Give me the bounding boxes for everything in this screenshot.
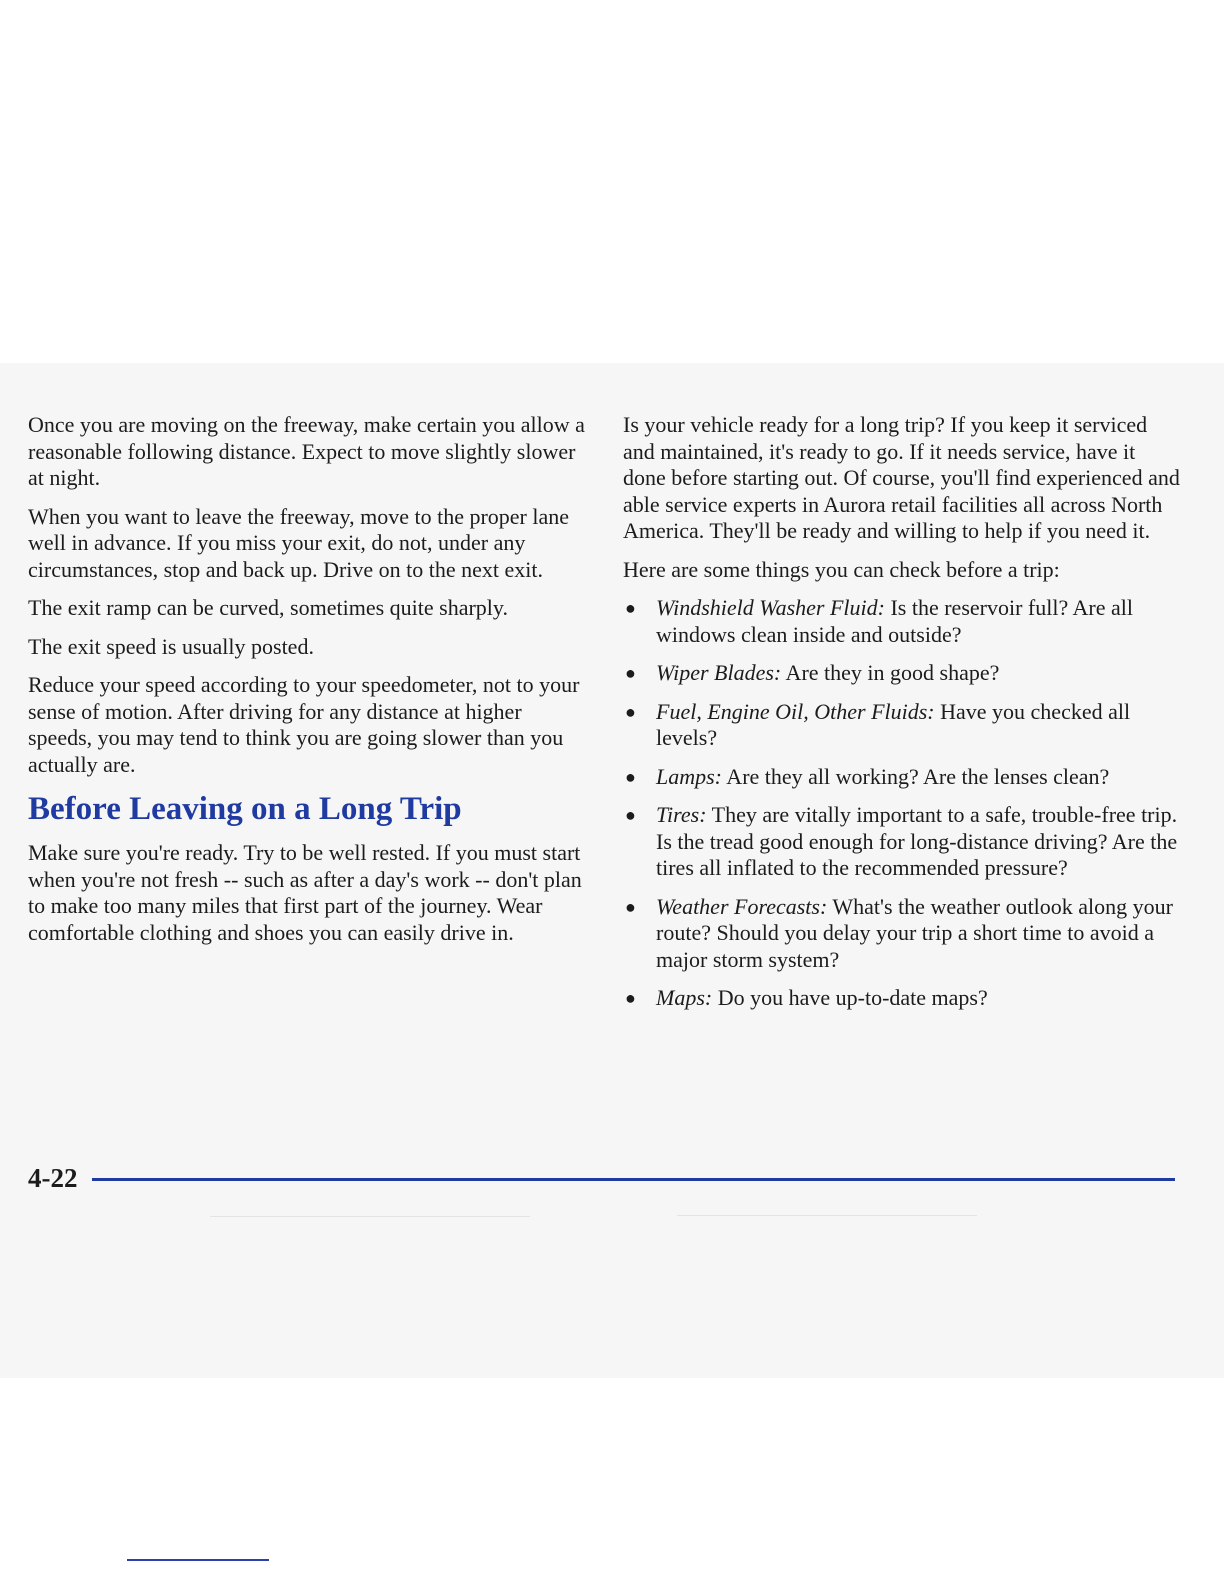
list-item	[623, 894, 1183, 974]
list-item	[623, 985, 1183, 1012]
paragraph-be-ready: Make sure you're ready. Try to be well rested. If you must start when you're not fresh -- such as after a day's work -- don't plan to make too many miles that first part of the journey. Wear comfortable clothing and shoes you can easily drive in.	[28, 840, 582, 945]
list-item-text: Do you have up-to-date maps?	[712, 985, 988, 1010]
section-heading: Before Leaving on a Long Trip	[28, 791, 462, 827]
faint-divider-right	[677, 1215, 977, 1216]
trip-checklist	[623, 595, 1183, 1012]
bullet-icon: ●	[625, 896, 636, 917]
list-item	[623, 699, 1183, 752]
list-item-term: Windshield Washer Fluid:	[656, 595, 885, 620]
page-footer	[28, 1163, 1175, 1193]
list-item-text: Are they all working? Are the lenses clean?	[722, 763, 1110, 789]
list-item-term: Weather Forecasts:	[656, 893, 828, 919]
bullet-icon: ●	[625, 701, 636, 722]
list-item	[623, 802, 1183, 882]
paragraph-leaving-freeway: When you want to leave the freeway, move to the proper lane well in advance. If you miss your exit, do not, under any circumstances, stop and back up. Drive on to the next exit.	[28, 503, 570, 582]
list-item-text: Are they in good shape?	[781, 660, 1000, 685]
list-item-term: Tires:	[656, 802, 707, 827]
list-item	[623, 764, 1183, 791]
bullet-icon: ●	[625, 598, 636, 618]
list-item-term: Wiper Blades:	[656, 660, 782, 685]
paragraph-exit-speed: The exit speed is usually posted.	[28, 633, 314, 659]
list-item-text: What's the weather outlook along your route? Should you delay your trip a short time to avoid a major storm system?	[656, 893, 1173, 972]
list-item-text: Have you checked all levels?	[656, 698, 1131, 750]
bullet-icon: ●	[625, 988, 636, 1008]
list-item-term: Lamps:	[656, 763, 723, 789]
bullet-icon: ●	[625, 766, 636, 787]
paragraph-reduce-speed: Reduce your speed according to your speedometer, not to your sense of motion. After driving for any distance at higher speeds, you may tend to think you are going slower than you actually are.	[28, 672, 580, 777]
paragraph-exit-ramp: The exit ramp can be curved, sometimes quite sharply.	[28, 595, 508, 620]
list-item-term: Maps:	[656, 985, 713, 1010]
list-item-text: They are vitally important to a safe, trouble-free trip. Is the tread good enough for long-distance driving? Are the tires all inflated to the recommended pressure?	[656, 802, 1178, 880]
right-column	[623, 412, 1183, 1024]
page-number: 4-22	[28, 1163, 78, 1193]
list-item-text: Is the reservoir full? Are all windows clean inside and outside?	[656, 595, 1133, 647]
list-item	[623, 595, 1183, 648]
footer-rule	[92, 1178, 1175, 1181]
list-item-term: Fuel, Engine Oil, Other Fluids:	[656, 698, 935, 724]
bullet-icon: ●	[625, 663, 636, 683]
faint-divider-left	[210, 1216, 530, 1217]
list-item	[623, 660, 1183, 687]
checklist-intro: Here are some things you can check before a trip:	[623, 556, 1060, 582]
bottom-link-underline	[127, 1559, 269, 1561]
paragraph-vehicle-ready: Is your vehicle ready for a long trip? If you keep it serviced and maintained, it's ready to go. If it needs service, have it done before starting out. Of course, you'll find experienced and able service experts in Aurora retail facilities all across North America. They'll be ready and willing to help if you need it.	[623, 412, 1180, 543]
bullet-icon: ●	[625, 805, 636, 825]
left-column	[28, 412, 588, 958]
paragraph-following-distance: Once you are moving on the freeway, make certain you allow a reasonable following distance. Expect to move slightly slower at night.	[28, 412, 585, 490]
